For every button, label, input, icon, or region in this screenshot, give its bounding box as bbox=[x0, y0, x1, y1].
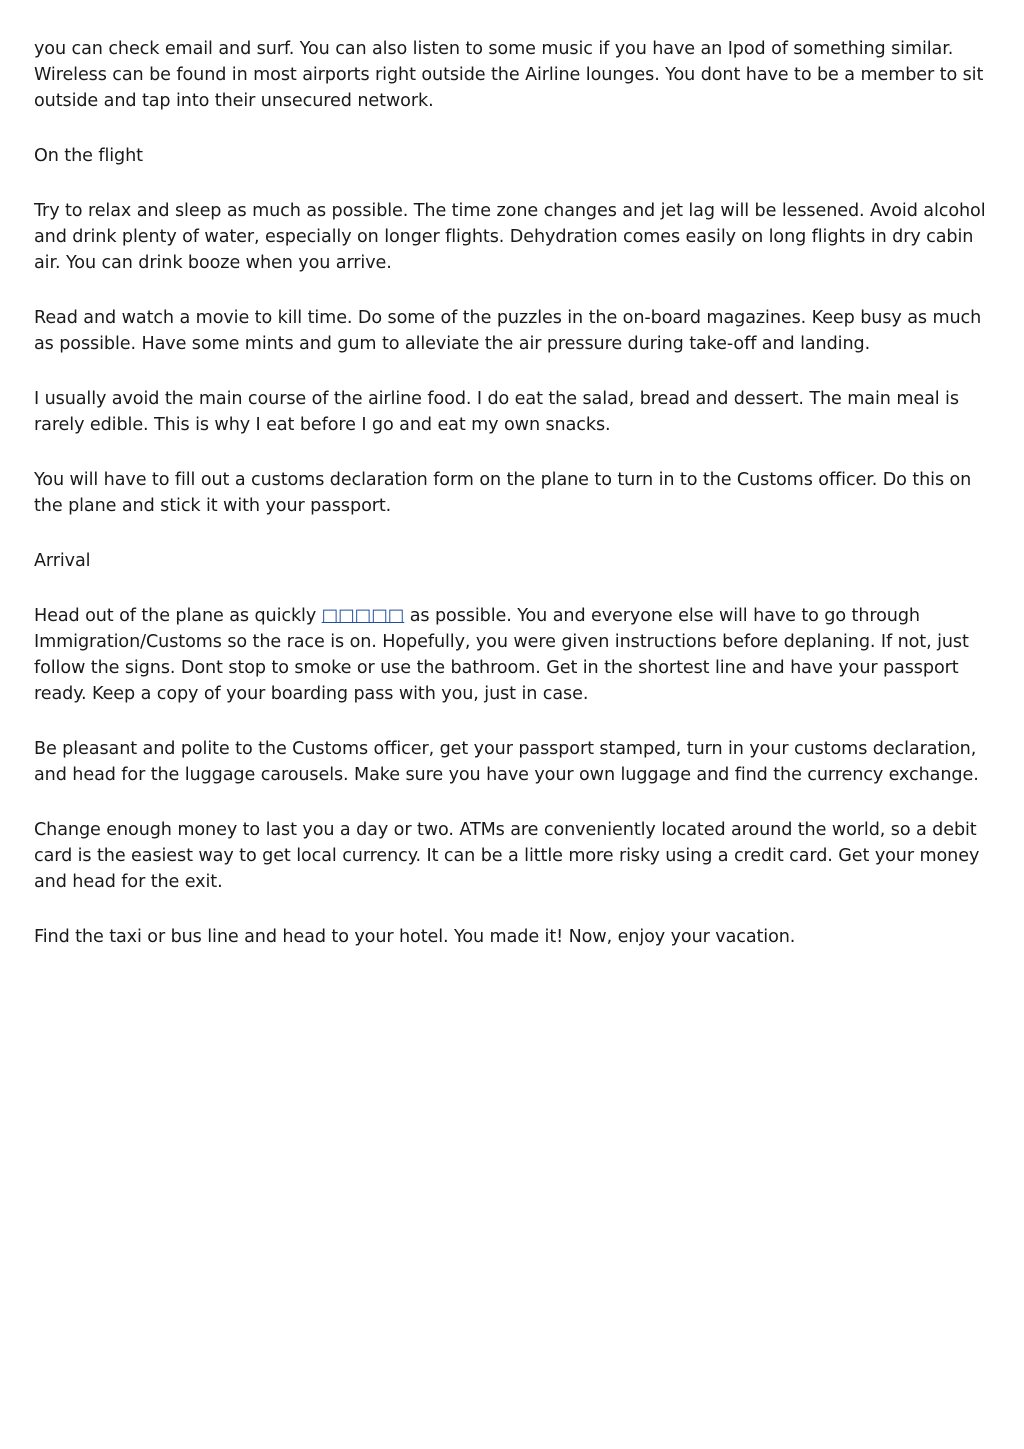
paragraph-customs-officer: Be pleasant and polite to the Customs officer, get your passport stamped, turn in your customs declaration, and head for the luggage carousels. Make sure you have your own luggage and find the currency exchange. bbox=[34, 739, 979, 785]
paragraph-wireless: you can check email and surf. You can also listen to some music if you have an Ipod of something similar. Wireless can be found in most airports right outside the Airline lounges. You dont have to be a member to sit outside and tap into their unsecured network. bbox=[34, 39, 984, 111]
paragraph-customs-form: You will have to fill out a customs declaration form on the plane to turn in to the Customs officer. Do this on the plane and stick it with your passport. bbox=[34, 470, 972, 516]
paragraph-kill-time: Read and watch a movie to kill time. Do some of the puzzles in the on-board magazines. Keep busy as much as possible. Have some mints and gum to alleviate the air pressure during take-off and landing. bbox=[34, 308, 982, 354]
paragraph-find-taxi: Find the taxi or bus line and head to your hotel. You made it! Now, enjoy your vacation. bbox=[34, 927, 796, 947]
paragraph-relax-sleep: Try to relax and sleep as much as possible. The time zone changes and jet lag will be lessened. Avoid alcohol and drink plenty of water, especially on longer flights. Dehydration comes easily on long flights in dry cabin air. You can drink booze when you arrive. bbox=[34, 201, 986, 273]
paragraph-head-out bbox=[34, 603, 994, 707]
section-heading-arrival: Arrival bbox=[34, 551, 91, 571]
paragraph-head-out-text-start: Head out of the plane as quickly bbox=[34, 606, 322, 626]
paragraph-head-out-text-end: as possible. You and everyone else will have to go through Immigration/Customs so the race is on. Hopefully, you were given instructions before deplaning. If not, just follow the signs. Dont stop to smoke or use the bathroom. Get in the shortest line and have your passport ready. Keep a copy of your boarding pass with you, just in case. bbox=[34, 606, 969, 704]
paragraph-change-money: Change enough money to last you a day or two. ATMs are conveniently located around the world, so a debit card is the easiest way to get local currency. It can be a little more risky using a credit card. Get your money and head for the exit. bbox=[34, 820, 980, 892]
section-heading-on-the-flight: On the flight bbox=[34, 146, 143, 166]
inline-link[interactable]: □□□□□ bbox=[321, 606, 405, 626]
paragraph-airline-food: I usually avoid the main course of the airline food. I do eat the salad, bread and dessert. The main meal is rarely edible. This is why I eat before I go and eat my own snacks. bbox=[34, 389, 959, 435]
document-body bbox=[34, 36, 994, 979]
